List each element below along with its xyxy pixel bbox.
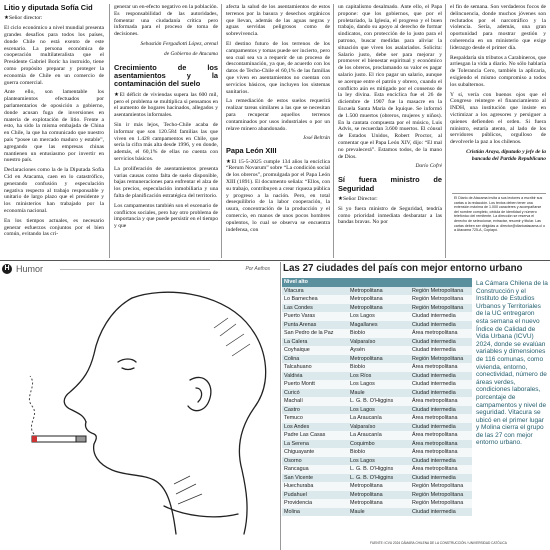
city-cell: Puerto Varas: [282, 312, 348, 321]
table-row: [282, 363, 472, 372]
letter-headline-asentamientos: Crecimiento de los asentamientos y la contaminación del suelo: [114, 62, 218, 89]
letter-signature: Sebastián Fergadiotti López, arenal: [140, 40, 218, 47]
region-cell: Valparaíso: [348, 338, 410, 347]
box-divider: [452, 193, 546, 194]
category-cell: Ciudad intermedia: [410, 380, 472, 389]
paragraph: En los tiempos actuales, es necesario generar esfuerzos conjuntos por el bien común, evitando las crí-: [4, 217, 104, 238]
table-row: [282, 465, 472, 474]
table-row: [282, 508, 472, 517]
table-row: [282, 355, 472, 364]
city-cell: Curicó: [282, 389, 348, 398]
city-cell: Vitacura: [282, 287, 348, 296]
city-cell: Providencia: [282, 499, 348, 508]
city-cell: Osorno: [282, 457, 348, 466]
letters-policy-note: El Diario de Atacama invita a sus lectores a escribir sus cartas a la redacción. Los textos deben tener una extensión máxima de 1.000 caracteres y acompañarse del nombre completo, cédula de identidad y número telefónico del remitente. La dirección se reserva el derecho de seleccionar, extractar, resumir y titular. Las cartas deben ser dirigidas a: director@diarioatacama.cl o a Atacama 725-A, Copiapó.: [454, 196, 545, 233]
paragraph: Declaraciones como la de la Diputada Sofía Cid en Atacama, caen en lo catastrófico, generando confusión y especulación negativa respecto al trabajo responsable y unitario de largo plazo que el presidente y los ministerios han trabajado por la economía nacional.: [4, 167, 104, 214]
category-cell: Área metropolitana: [410, 329, 472, 338]
category-cell: Área metropolitana: [410, 465, 472, 474]
smoke: [29, 376, 34, 434]
table-row: [282, 482, 472, 491]
city-cell: Las Condes: [282, 304, 348, 313]
letter-column-1: [4, 4, 104, 260]
table-row: [282, 287, 472, 296]
city-cell: Punta Arenas: [282, 321, 348, 330]
column-header: [410, 278, 472, 287]
city-cell: Rancagua: [282, 465, 348, 474]
city-cell: Machalí: [282, 397, 348, 406]
city-cell: Lo Barnechea: [282, 295, 348, 304]
category-cell: Región Metropolitana: [410, 304, 472, 313]
letter-headline-papa: Papa León XIII: [226, 146, 277, 156]
region-cell: Los Lagos: [348, 312, 410, 321]
category-cell: Región Metropolitana: [410, 355, 472, 364]
paragraph: Respaldaría sin tributos a Carabineros, que arriesgan la vida a diario. No sólo hablaría de Tolerancia Cero, también la aplicaría, exigiendo el mismo compromiso a todos los subalternos.: [450, 54, 546, 88]
category-cell: Región Metropolitana: [410, 499, 472, 508]
paragraph: La remediación de estos suelos requerirá realizar tareas similares a las que se necesitan para recuperar aquellos terrenos contaminados por usos industriales o por un relave minero abandonado.: [226, 98, 330, 132]
category-cell: Área metropolitana: [410, 363, 472, 372]
humor-cartoon-smoking-man: [14, 288, 276, 536]
region-cell: Biobío: [348, 329, 410, 338]
city-cell: Molina: [282, 508, 348, 517]
region-cell: Coquimbo: [348, 440, 410, 449]
city-cell: Puerto Montt: [282, 380, 348, 389]
paragraph: un capitalismo desalmado. Ante ello, el Papa propone: que los gobiernos, que por el proletariado, la Iglesia, el progreso y el buen trabajo, dando su apoyo al derecho de formar sindicatos, con protección de lo justo para el patrono, buscar medidas para aliviar la situación que viven los asalariados. Solicita: Salario justo, debe ser para mejorar y promover el bienestar espiritual y económico de los obreros, proclamando su valor es pagar salario justo. El rico pagar un salario, aunque se acerque entre el patrón y obrero, cuando el conflicto aún es mitigado por el consenso de la ley divina. Esta encíclica fue el 26 de diciembre de 1907 fue la masacre en la Escuela Santa María de Iquique. Se informó de 1.500 muertos (obreros, mujeres y niños). En la cantata compuesta por el músico, Luis Advis, se recuerdan 3.600 muertos. El cónsul de Estados Unidos, Robert Proctor, al comentar que el Papa León XIV, dijo: “El mal no prevalecerá”. Estamos todos, de la mano de Dios.: [338, 4, 442, 160]
letter-signature: Cristián Araya, diputado y jefe de la: [466, 148, 546, 155]
table-row: [282, 491, 472, 500]
category-cell: Ciudad intermedia: [410, 346, 472, 355]
ranking-table: [282, 278, 472, 516]
cigarette: [32, 436, 86, 442]
category-cell: Ciudad intermedia: [410, 508, 472, 517]
table-row: [282, 372, 472, 381]
column-header: Nivel alto: [282, 278, 348, 287]
letter-column-4: [338, 4, 442, 260]
category-cell: Ciudad intermedia: [410, 338, 472, 347]
city-cell: Temuco: [282, 414, 348, 423]
letter-signature: José Beltrán: [302, 135, 330, 142]
region-cell: La Araucanía: [348, 431, 410, 440]
city-cell: Colina: [282, 355, 348, 364]
table-row: [282, 414, 472, 423]
category-cell: Región Metropolitana: [410, 295, 472, 304]
paragraph: ★El déficit de viviendas supera las 600 mil, pero el problema se multiplica si pensamos en el aumento de hogares hacinados, allegados y asentamientos informales.: [114, 91, 218, 119]
table-row: [282, 304, 472, 313]
region-cell: La Araucanía: [348, 414, 410, 423]
paragraph: generar un en-efecto negativo en la población. Es responsabilidad de las autoridades, fomentar una ciudadanía crítica pero informada para el proceso de toma de decisiones.: [114, 4, 218, 38]
category-cell: Área metropolitana: [410, 431, 472, 440]
city-cell: Castro: [282, 406, 348, 415]
region-cell: Metropolitana: [348, 295, 410, 304]
region-cell: L. G. B. O’Higgins: [348, 474, 410, 483]
table-row: [282, 406, 472, 415]
table-row: [282, 457, 472, 466]
region-cell: Metropolitana: [348, 482, 410, 491]
table-row: [282, 448, 472, 457]
table-row: [282, 431, 472, 440]
column-header: [348, 278, 410, 287]
region-cell: Maule: [348, 389, 410, 398]
letter-signature: Darío Cofré: [415, 163, 442, 170]
humor-rule: [60, 269, 210, 270]
table-row: [282, 389, 472, 398]
paragraph: Si yo fuera ministro de Seguridad, tendría como prioridad inmediata desbaratar a las bandas bravas. No por: [338, 205, 442, 226]
letter-column-2: [114, 4, 218, 260]
region-cell: Biobío: [348, 363, 410, 372]
letter-headline-litio: Litio y diputada Sofía Cid: [4, 4, 93, 12]
region-cell: Los Ríos: [348, 372, 410, 381]
salutation: ★Señor director:: [4, 15, 43, 22]
city-cell: La Serena: [282, 440, 348, 449]
salutation: ★Señor Director:: [338, 195, 378, 202]
ranking-table-body: [282, 287, 472, 517]
city-cell: Valdivia: [282, 372, 348, 381]
paragraph: Sin ir más lejos, Techo-Chile acaba de informar que son 120.584 familias las que viven en 1.428 campamentos en Chile, que sería la cifra más alta desde 1996, y en donde, además, el 60,1% de ellas no cuenta con servicios básicos.: [114, 121, 218, 162]
region-cell: Magallanes: [348, 321, 410, 330]
table-row: [282, 474, 472, 483]
table-row: [282, 312, 472, 321]
table-row: [282, 338, 472, 347]
letter-signature-role: bancada del Partido Republicano: [471, 155, 546, 162]
region-cell: Metropolitana: [348, 287, 410, 296]
city-cell: La Calera: [282, 338, 348, 347]
city-cell: San Pedro de la Paz: [282, 329, 348, 338]
table-row: [282, 380, 472, 389]
category-cell: Ciudad intermedia: [410, 389, 472, 398]
city-cell: Los Andes: [282, 423, 348, 432]
column-divider: [445, 4, 446, 258]
table-row: [282, 440, 472, 449]
humor-badge: H: [2, 264, 12, 274]
region-cell: Los Lagos: [348, 457, 410, 466]
humor-label: Humor: [16, 264, 44, 274]
letter-column-3: [226, 4, 330, 260]
category-cell: Área metropolitana: [410, 397, 472, 406]
category-cell: Región Metropolitana: [410, 491, 472, 500]
category-cell: Ciudad intermedia: [410, 372, 472, 381]
region-cell: Metropolitana: [348, 355, 410, 364]
city-cell: Huechuraba: [282, 482, 348, 491]
category-cell: Área metropolitana: [410, 414, 472, 423]
ranking-source: FUENTE: ICVU 2024 CÁMARA CHILENA DE LA CONSTRUCCIÓN / UNIVERSIDAD CATÓLICA: [370, 541, 507, 545]
table-row: [282, 295, 472, 304]
category-cell: Región Metropolitana: [410, 287, 472, 296]
region-cell: L. G. B. O’Higgins: [348, 397, 410, 406]
table-row: [282, 329, 472, 338]
region-cell: Maule: [348, 508, 410, 517]
table-header-row: [282, 278, 472, 287]
paragraph: La proliferación de asentamientos presenta varias causas como falta de suelo disponible, bajas remuneraciones para enfrentar el alza de los precios, especulación inmobiliaria y una falta de planificación estratégica del territorio.: [114, 165, 218, 199]
paragraph: Los campamentos también son el escenario de conflictos sociales, pero hay otro problema de importancia y que puede persistir en el tiempo y que: [114, 202, 218, 230]
letter-headline-seguridad: Sí fuera ministro de Seguridad: [338, 175, 442, 193]
ranking-title: Las 27 ciudades del país con mejor entorno urbano: [283, 263, 523, 274]
region-cell: Metropolitana: [348, 499, 410, 508]
paragraph: Ante ello, son lamentable los planteamientos efectuados por parlamentarios de oposición a gobierno, donde acusan fuga de inversiones en materia de explotación de litio. Frente a esto, ha sido la misma embajada de China en Chile, la que ha comunicado que nuestro país “posee un mercado maduro y estable”, agregando que las empresas chinas mantienen un entusiasmo por invertir en nuestro país.: [4, 89, 104, 164]
category-cell: Ciudad intermedia: [410, 423, 472, 432]
table-row: [282, 397, 472, 406]
table-row: [282, 321, 472, 330]
city-cell: Pudahuel: [282, 491, 348, 500]
category-cell: Área metropolitana: [410, 440, 472, 449]
category-cell: Área metropolitana: [410, 448, 472, 457]
region-cell: Los Lagos: [348, 380, 410, 389]
category-cell: Ciudad intermedia: [410, 474, 472, 483]
region-cell: Metropolitana: [348, 304, 410, 313]
city-cell: San Vicente: [282, 474, 348, 483]
region-cell: Biobío: [348, 448, 410, 457]
category-cell: Ciudad intermedia: [410, 321, 472, 330]
table-row: [282, 346, 472, 355]
column-divider: [333, 4, 334, 258]
letter-column-5: [450, 4, 546, 194]
category-cell: Ciudad intermedia: [410, 457, 472, 466]
vertical-divider: [280, 262, 281, 550]
paragraph: el fin de semana. Son verdaderos focos de delincuencia, donde muchos jóvenes son reclutados por el narcotráfico y la violencia. Sería, además, una gran oportunidad para mostrar gestión y coherencia en un ministerio que exige liderazgo desde el primer día.: [450, 4, 546, 51]
table-row: [282, 423, 472, 432]
category-cell: Ciudad intermedia: [410, 312, 472, 321]
table-row: [282, 499, 472, 508]
column-divider: [221, 4, 222, 258]
letter-signature-role: de Gobierno de Atacama: [164, 50, 218, 57]
region-cell: Metropolitana: [348, 491, 410, 500]
region-cell: L. G. B. O’Higgins: [348, 465, 410, 474]
category-cell: Región Metropolitana: [410, 482, 472, 491]
city-cell: Chiguayante: [282, 448, 348, 457]
region-cell: Los Lagos: [348, 406, 410, 415]
paragraph: El ciclo económico a nivel mundial presenta grandes desafíos para todos los países, donde Chile no está exento de este escenario. La persona económica de cooperación multilateralista que el Presidente Gabriel Boric ha instruido, tiene como propósito preparar y proteger la economía de Chile en un comercio de guerra comercial.: [4, 25, 104, 86]
paragraph: ★El 15-5-2025 cumple 134 años la encíclica “Rerum Novarum” sobre “La condición social de los obreros”, promulgada por el Papa León XIII (1891). El documento señala: “Ellos, con su trabajo, contribuyen a crear riqueza pública y progreso a la nación. Pero, en total desequilibrio de la labor cooperación, la usura, concentración de la producción y el comercio, en manos de unos pocos hombres opulentos, lo cual se observa se encuentra indefensa, con: [226, 158, 330, 233]
category-cell: Ciudad intermedia: [410, 406, 472, 415]
paragraph: Y sí, vería con buenos ojos que el Congreso reintegre el financiamiento al INDH, una institución que insiste en victimizar a los agresores y persiguer a quienes defienden el orden. Si fuera ministro, estaría atento, al lado de los servidores públicos, orgulloso de devolverle la paz a los chilenos.: [450, 91, 546, 146]
city-cell: Talcahuano: [282, 363, 348, 372]
section-divider: [0, 260, 550, 261]
region-cell: Valparaíso: [348, 423, 410, 432]
city-cell: Coyhaique: [282, 346, 348, 355]
city-cell: Padre Las Casas: [282, 431, 348, 440]
column-divider: [109, 4, 110, 258]
paragraph: El destino futuro de los terrenos de los campamentos y tomas puede ser incierto, pero sea cual sea va a requerir de un proceso de descontaminación, ya que, de acuerdo con los datos de Techo-Chile el 60,1% de las familias que viven en asentamientos no cuentan con servicios básicos, que incluyen los sistemas sanitarios.: [226, 40, 330, 95]
ranking-description: La Cámara Chilena de la Construcción y el Instituto de Estudios Urbanos y Territoriales de la UC entregaron esta semana el nuevo Índice de Calidad de Vida Urbana (ICVU) 2024, donde se evalúan variables y dimensiones de 116 comunas, como vivienda, entorno, conectividad, número de áreas verdes, condiciones laborales, porcentaje de campamentos y nivel de seguridad. Vitacura se ubicó en el primer lugar y Molina cierra el grupo de las 27 con mejor entorno urbano.: [476, 280, 548, 447]
paragraph: afecta la salud de los asentamientos de estos terrenos por la basura y desechos orgánicos que llevan, además de las aguas negras y aguas servidas peligrosos como de sobrevivencia.: [226, 4, 330, 38]
humor-author: Por Aethos: [245, 266, 270, 272]
region-cell: Aysén: [348, 346, 410, 355]
